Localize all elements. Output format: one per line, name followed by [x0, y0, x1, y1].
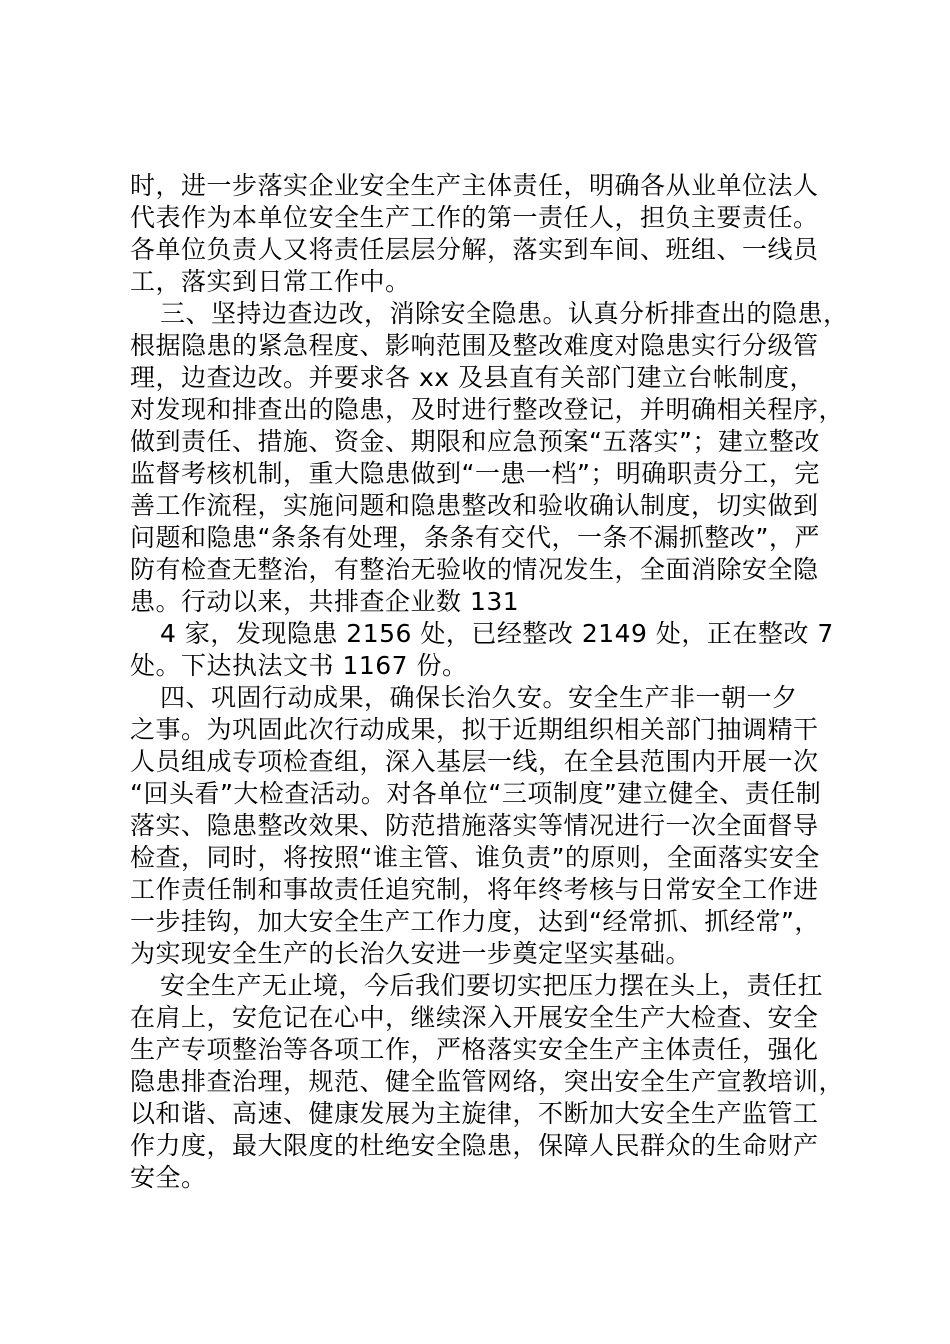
text-line: 理，边查边改。并要求各 xx 及县直有关部门建立台帐制度， — [130, 363, 815, 392]
text-line: 代表作为本单位安全生产工作的第一责任人，担负主要责任。 — [130, 203, 819, 232]
text-line: 根据隐患的紧急程度、影响范围及整改难度对隐患实行分级管 — [130, 331, 819, 360]
text-line: 患。行动以来，共排查企业数 131 — [130, 587, 520, 616]
text-line: 作力度，最大限度的杜绝安全隐患，保障人民群众的生命财产 — [130, 1131, 819, 1160]
text-line: 问题和隐患“条条有处理，条条有交代，一条不漏抓整改”，严 — [130, 523, 820, 552]
text-line: 以和谐、高速、健康发展为主旋律，不断加大安全生产监管工 — [130, 1099, 819, 1128]
text-line: 一步挂钩，加大安全生产工作力度，达到“经常抓、抓经常”， — [130, 907, 820, 936]
text-line: 生产专项整治等各项工作，严格落实安全生产主体责任，强化 — [130, 1035, 819, 1064]
text-line: “回头看”大检查活动。对各单位“三项制度”建立健全、责任制 — [130, 779, 822, 808]
text-line: 三、坚持边查边改，消除安全隐患。认真分析排查出的隐患， — [160, 299, 849, 328]
document-body — [130, 170, 850, 1194]
text-line: 四、巩固行动成果，确保长治久安。安全生产非一朝一夕 — [160, 683, 798, 712]
text-line: 各单位负责人又将责任层层分解，落实到车间、班组、一线员 — [130, 235, 819, 264]
text-line: 善工作流程，实施问题和隐患整改和验收确认制度，切实做到 — [130, 491, 819, 520]
text-line: 4 家，发现隐患 2156 处，已经整改 2149 处，正在整改 7 — [160, 619, 834, 648]
text-line: 之事。为巩固此次行动成果，拟于近期组织相关部门抽调精干 — [130, 715, 819, 744]
text-line: 检查，同时，将按照“谁主管、谁负责”的原则，全面落实安全 — [130, 843, 820, 872]
text-line: 工作责任制和事故责任追究制，将年终考核与日常安全工作进 — [130, 875, 819, 904]
text-line: 在肩上，安危记在心中，继续深入开展安全生产大检查、安全 — [130, 1003, 819, 1032]
text-line: 工，落实到日常工作中。 — [130, 267, 411, 296]
text-line: 处。下达执法文书 1167 份。 — [130, 651, 468, 680]
text-line: 落实、隐患整改效果、防范措施落实等情况进行一次全面督导 — [130, 811, 819, 840]
text-line: 安全生产无止境，今后我们要切实把压力摆在头上，责任扛 — [160, 971, 824, 1000]
text-line: 对发现和排查出的隐患，及时进行整改登记，并明确相关程序， — [130, 395, 845, 424]
text-line: 安全。 — [130, 1163, 207, 1192]
text-line: 隐患排查治理，规范、健全监管网络，突出安全生产宣教培训， — [130, 1067, 845, 1096]
text-line: 为实现安全生产的长治久安进一步奠定坚实基础。 — [130, 939, 692, 968]
text-line: 人员组成专项检查组，深入基层一线，在全县范围内开展一次 — [130, 747, 819, 776]
text-line: 做到责任、措施、资金、期限和应急预案“五落实”；建立整改 — [130, 427, 820, 456]
text-line: 时，进一步落实企业安全生产主体责任，明确各从业单位法人 — [130, 171, 819, 200]
text-line: 监督考核机制，重大隐患做到“一患一档”；明确职责分工，完 — [130, 459, 820, 488]
text-line: 防有检查无整治，有整治无验收的情况发生，全面消除安全隐 — [130, 555, 819, 584]
